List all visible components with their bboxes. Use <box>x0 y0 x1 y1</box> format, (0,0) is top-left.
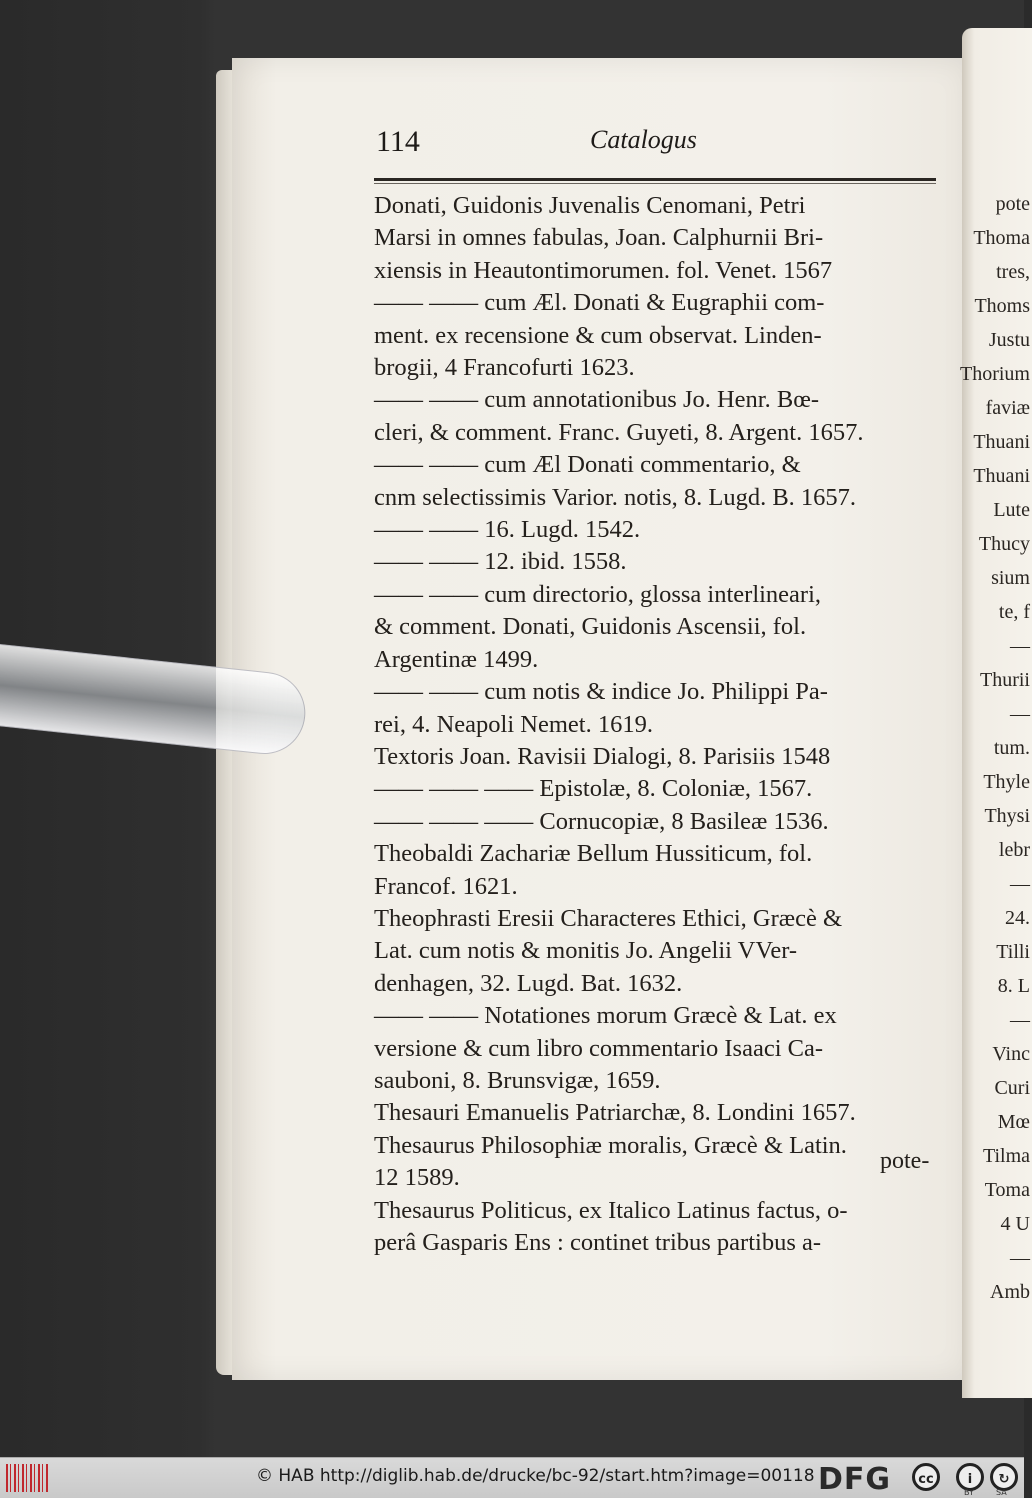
catalogue-entry <box>374 903 954 1000</box>
next-page-text-fragment: Thucy <box>978 533 1030 555</box>
next-page-text-fragment: Tilma <box>982 1145 1030 1167</box>
entry-line: —— —— cum notis & indice Jo. Philippi Pa- <box>374 678 828 706</box>
catalogue-entry <box>374 1130 954 1195</box>
entry-line: Theophrasti Eresii Characteres Ethici, Græcè & <box>374 904 843 932</box>
next-page-text-fragment: Thysi <box>984 805 1030 827</box>
next-page-text-fragment: tres, <box>996 261 1030 283</box>
viewer-footer <box>0 1457 1024 1498</box>
entry-line: —— —— cum Æl. Donati & Eugraphii com- <box>374 289 825 317</box>
next-page-text-fragment: Thoma <box>973 227 1030 249</box>
sa-label: SA <box>996 1488 1007 1497</box>
next-page-text-fragment: Toma <box>984 1179 1030 1201</box>
next-page-text-fragment: sium <box>991 567 1030 589</box>
entry-line: Donati, Guidonis Juvenalis Cenomani, Petri <box>374 192 806 219</box>
next-page-text-fragment: Thuani <box>973 465 1030 487</box>
entry-line: & comment. Donati, Guidonis Ascensii, fol. <box>374 613 807 641</box>
catalogue-entry <box>374 579 954 676</box>
page-number: 114 <box>376 125 420 158</box>
entry-line: Marsi in omnes fabulas, Joan. Calphurnii Bri- <box>374 224 824 252</box>
next-page-text-fragment: tum. <box>993 737 1030 759</box>
entry-line: —— —— —— Cornucopiæ, 8 Basileæ 1536. <box>374 807 829 835</box>
next-page-text-fragment: lebr <box>998 839 1030 861</box>
entry-line: Theobaldi Zachariæ Bellum Hussiticum, fol. <box>374 840 813 868</box>
catalogue-entry <box>374 384 954 449</box>
entry-line: —— —— —— Epistolæ, 8. Coloniæ, 1567. <box>374 775 813 803</box>
share-alike-icon: ↻ <box>990 1463 1018 1491</box>
next-page-text-fragment: pote <box>995 193 1030 215</box>
next-page-text-fragment: 8. L <box>997 975 1030 997</box>
header-rule <box>374 178 936 181</box>
next-page-text-fragment: 24. <box>1005 907 1030 929</box>
next-page-text-fragment: Thurii <box>980 669 1030 691</box>
catalogue-entry <box>374 449 954 514</box>
next-page-text-fragment: — <box>1010 703 1030 725</box>
next-page-text-fragment: Mœ <box>997 1111 1030 1133</box>
entry-line: —— —— 12. ibid. 1558. <box>374 548 627 576</box>
source-link[interactable]: © HAB http://diglib.hab.de/drucke/bc-92/start.htm?image=00118 <box>256 1466 815 1486</box>
entry-line: Francof. 1621. <box>374 872 518 900</box>
next-page-text-fragment: Vinc <box>992 1043 1030 1065</box>
catalogue-text <box>374 190 954 1259</box>
next-page-text-fragment: — <box>1010 873 1030 895</box>
by-label: BY <box>964 1488 974 1497</box>
catalogue-entry <box>374 676 954 741</box>
entry-line: versione & cum libro commentario Isaaci Ca- <box>374 1034 824 1062</box>
next-page-text-fragment: Justu <box>988 329 1030 351</box>
entry-line: Thesauri Emanuelis Patriarchæ, 8. Londini 1657. <box>374 1099 856 1127</box>
entry-line: 12 1589. <box>374 1164 460 1192</box>
entry-line: rei, 4. Neapoli Nemet. 1619. <box>374 710 653 738</box>
catalogue-entry <box>374 1097 954 1129</box>
next-page-text-fragment: Tilli <box>996 941 1030 963</box>
entry-line: denhagen, 32. Lugd. Bat. 1632. <box>374 969 683 997</box>
next-page-text-fragment: Thyle <box>983 771 1030 793</box>
catalogue-entry <box>374 806 954 838</box>
next-page-edge <box>962 28 1032 1398</box>
entry-line: Textoris Joan. Ravisii Dialogi, 8. Parisiis 1548 <box>374 742 831 770</box>
catchword: pote- <box>880 1148 930 1174</box>
entry-line: xiensis in Heautontimorumen. fol. Venet. 1567 <box>374 256 833 284</box>
entry-line: ment. ex recensione & cum observat. Linden- <box>374 321 822 349</box>
entry-line: Lat. cum notis & monitis Jo. Angelii VVer- <box>374 937 798 965</box>
catalogue-entry <box>374 1000 954 1097</box>
catalogue-entry <box>374 741 954 773</box>
next-page-text-fragment: Thuani <box>973 431 1030 453</box>
entry-line: —— —— cum directorio, glossa interlineari, <box>374 580 822 608</box>
cc-license-icon[interactable]: cc <box>912 1463 940 1491</box>
header-rule-thin <box>374 183 936 184</box>
catalogue-entry <box>374 1195 954 1260</box>
dfg-logo: DFG <box>818 1462 892 1497</box>
next-page-text-fragment: Thoms <box>974 295 1030 317</box>
catalogue-entry <box>374 546 954 578</box>
next-page-text-fragment: Thorium <box>960 363 1030 385</box>
hab-logo-icon <box>6 1464 48 1492</box>
next-page-text-fragment: — <box>1010 1247 1030 1269</box>
entry-line: Thesaurus Philosophiæ moralis, Græcè & Latin. <box>374 1131 847 1159</box>
catalogue-entry <box>374 287 954 384</box>
next-page-text-fragment: Amb <box>990 1281 1030 1303</box>
entry-line: brogii, 4 Francofurti 1623. <box>374 354 635 382</box>
entry-line: —— —— 16. Lugd. 1542. <box>374 516 641 544</box>
entry-line: —— —— cum Æl Donati commentario, & <box>374 451 801 479</box>
catalogue-entry <box>374 190 954 287</box>
next-page-text-fragment: Curi <box>994 1077 1030 1099</box>
next-page-text-fragment: — <box>1010 1009 1030 1031</box>
entry-line: sauboni, 8. Brunsvigæ, 1659. <box>374 1066 661 1094</box>
entry-line: perâ Gasparis Ens : continet tribus partibus a- <box>374 1229 822 1256</box>
next-page-text-fragment: Lute <box>993 499 1030 521</box>
entry-line: Argentinæ 1499. <box>374 645 539 673</box>
catalogue-entry <box>374 838 954 903</box>
entry-line: Thesaurus Politicus, ex Italico Latinus factus, o- <box>374 1196 848 1224</box>
next-page-text-fragment: — <box>1010 635 1030 657</box>
catalogue-entry <box>374 773 954 805</box>
next-page-text-fragment: te, f <box>998 601 1030 623</box>
entry-line: cnm selectissimis Varior. notis, 8. Lugd. B. 1657. <box>374 483 857 511</box>
next-page-text-fragment: faviæ <box>985 397 1030 419</box>
entry-line: cleri, & comment. Franc. Guyeti, 8. Argent. 1657. <box>374 418 864 446</box>
entry-line: —— —— Notationes morum Græcè & Lat. ex <box>374 1002 837 1030</box>
attribution-icon: i <box>956 1463 984 1491</box>
entry-line: —— —— cum annotationibus Jo. Henr. Bœ- <box>374 386 820 414</box>
catalogue-entry <box>374 514 954 546</box>
running-head: Catalogus <box>590 125 697 154</box>
next-page-text-fragment: 4 U <box>1000 1213 1030 1235</box>
